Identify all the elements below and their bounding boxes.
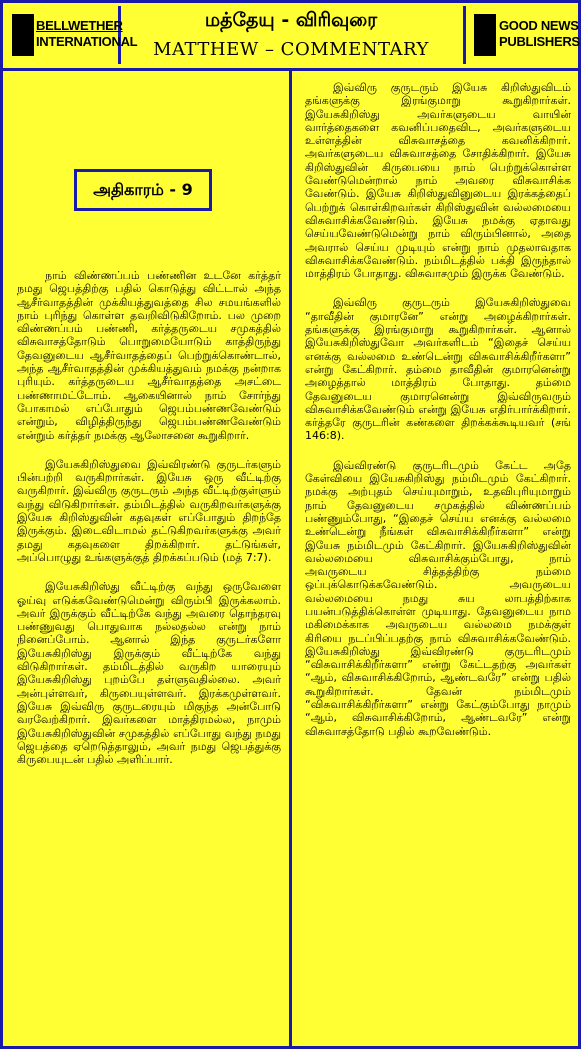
page-title-english: MATTHEW – COMMENTARY [153, 39, 429, 60]
header [3, 3, 578, 71]
bellwether-logo [6, 6, 138, 64]
paragraph: இவ்விரு குருடரும் இயேசு கிறிஸ்துவிடம் தங்களுக்கு இரங்குமாறு கூறுகிறார்கள். இயேசுகிறிஸ்து அவர்களுடைய வாயின் வார்த்தைகளை கவனிப்பதைவிட, அவர்களுடைய உள்ளத்தின் விசுவாசத்தை கவனிக்கிறார். அவர்களுடைய விசுவாசத்தை சோதிக்கிறார். இயேசு கிறிஸ்துவின் கிருபையை நாம் பெற்றுக்கொள்ள வேண்டுமென்றால் நாம் அவரை விசுவாசிக்க வேண்டும். இயேசு கிறிஸ்துவினுடைய இரக்கத்தைப் பெற்றுக் கொள்கிறவர்கள் கிறிஸ்துவின் வல்லமையை விசுவாசிக்கவேண்டும். இயேசு நமக்கு ஏதாவது செய்யவேண்டுமென்று நாம் விரும்பினால், அதை அவரால் செய்ய முடியும் என்று நாம் முதலாவதாக விசுவாசிக்கவேண்டும். நம்மிடத்தில் பக்தி இருந்தால் மாத்திரம் போதாது. விசுவாசமும் இருக்க வேண்டும். [305, 81, 571, 281]
paragraph: இவ்விரு குருடரும் இயேசுகிறிஸ்துவை “தாவீதின் குமாரனே” என்று அழைக்கிறார்கள். தங்களுக்கு இரங்குமாறு கூறுகிறார்கள். ஆனால் இயேசுகிறிஸ்துவோ அவர்களிடம் “இதைச் செய்ய எனக்கு வல்லமை உண்டென்று விசுவாசிக்கிறீர்களா” என்று கேட்கிறார். தம்மை தாவீதின் குமாரனென்று அழைத்தால் மாத்திரம் போதாது. தம்மை தேவனுடைய குமாரனென்று இவ்விருவரும் விசுவாசிக்கவேண்டும் என்று இயேசு எதிர்பார்க்கிறார். கர்த்தரே குருடரின் கண்களை திறக்கக்கூடியவர் (சங் 146:8). [305, 296, 571, 443]
right-column [305, 81, 571, 754]
person-silhouette-icon [474, 14, 496, 56]
paragraph: இயேசுகிறிஸ்துவை இவ்விரண்டு குருடர்களும் பின்பற்றி வருகிறார்கள். இயேசு ஒரு வீட்டிற்கு வருகிறார். இவ்விரு குருடரும் அந்த வீட்டிற்குள்ளும் வந்து விடுகிறார்கள். தம்மிடத்தில் வருகிறவர்களுக்கு இயேசு கிறிஸ்துவின் கதவுகள் எப்போதும் திறந்தே இருக்கும். இடைவிடாமல் தட்டுகிறவர்களுக்கு அவர் தமது கதவுகளை திறக்கிறார். தட்டுங்கள், அப்பொழுது உங்களுக்குத் திறக்கப்படும் (மத் 7:7). [17, 457, 281, 564]
page-title-tamil: மத்தேயு - விரிவுரை [204, 9, 378, 31]
column-divider [289, 68, 292, 1049]
left-column [17, 269, 281, 782]
good-news-logo-line1: GOOD NEWS [499, 18, 579, 33]
chapter-heading-box [74, 169, 212, 211]
paragraph: இயேசுகிறிஸ்து வீட்டிற்கு வந்து ஒருவேளை ஓய்வு எடுக்கவேண்டுமென்று விரும்பி இருக்கலாம். அவர் இருக்கும் வீட்டிற்கே வந்து அவரை தொந்தரவு பண்ணுவது பொதுவாக நல்லதல்ல என்று நாம் நினைப்போம். ஆனால் இந்த குருடர்களோ இயேசுகிறிஸ்து இருக்கும் வீட்டிற்கே வந்து விடுகிறார்கள். தம்மிடத்தில் வருகிற யாரையும் இயேசுகிறிஸ்து புறம்பே தள்ளுவதில்லை. அவர் அன்புள்ளவர், கிருபையுள்ளவர். இரக்கமுள்ளவர். இயேசு இவ்விரு குருடரையும் மிகுந்த அன்போடு வரவேற்கிறார். இவர்களை மாத்திரமல்ல, நாமும் இயேசுகிறிஸ்துவின் சமுகத்தில் எப்போது வந்து நமது ஜெபத்தை ஏறெடுத்தாலும், அவர் நமது ஜெபத்துக்கு கிருபையுடன் பதில் அளிப்பார். [17, 580, 281, 767]
paragraph: இவ்விரண்டு குருடரிடமும் கேட்ட அதே கேள்வியை இயேசுகிறிஸ்து நம்மிடமும் கேட்கிறார். நமக்கு அற்புதம் செய்யுமாறும், உதவிபுரியுமாறும் நாம் தேவனுடைய சமுகத்தில் விண்ணப்பம் பண்ணும்போது, “இதைச் செய்ய எனக்கு வல்லமை உண்டென்று நீங்கள் விசுவாசிக்கிறீர்களா” என்று இயேசு நம்மிடமும் கேட்கிறார். இயேசுகிறிஸ்துவின் வல்லமையை விசுவாசிக்கும்போது, நாம் அவருடைய சித்தத்திற்கு நம்மை ஒப்புக்கொடுக்கவேண்டும். அவருடைய வல்லமையை நமது சுய லாபத்திற்காக பயன்படுத்திக்கொள்ள முடியாது. தேவனுடைய நாம மகிமைக்காக அவருடைய வல்லமை நமக்குள் கிரியை நடப்பிப்பதற்கு நாம் விசுவாசிக்கவேண்டும். இயேசுகிறிஸ்து இவ்விரண்டு குருடரிடமும் “விசுவாசிக்கிறீர்களா” என்று கேட்டதற்கு அவர்கள் “ஆம், விசுவாசிக்கிறோம், ஆண்டவரே” என்று பதில் கூறுகிறார்கள். தேவன் நம்மிடமும் “விசுவாசிக்கிறீர்களா” என்று கேட்கும்போது நாமும் “ஆம், விசுவாசிக்கிறோம், ஆண்டவரே” என்று விசுவாசத்தோடு பதில் கூறவேண்டும். [305, 458, 571, 738]
bellwether-logo-line2: INTERNATIONAL [36, 34, 138, 49]
chapter-heading: அதிகாரம் - 9 [93, 179, 193, 199]
bellwether-logo-line1: BELLWETHER [36, 18, 123, 33]
good-news-logo [463, 6, 578, 64]
paragraph: நாம் விண்ணப்பம் பண்ணின உடனே கர்த்தர் நமது ஜெபத்திற்கு பதில் கொடுத்து விட்டால் அந்த ஆசீர்வாதத்தின் முக்கியத்துவத்தை சில சமயங்களில் நாம் புரிந்து கொள்ள தவறிவிடுகிறோம். பல முறை விண்ணப்பம் பண்ணி, கர்த்தருடைய சமுகத்தில் விசுவாசத்தோடும் பொறுமையோடும் காத்திருந்து தேவனுடைய ஆசீர்வாதத்தைப் பெற்றுக்கொண்டால், அந்த ஆசீர்வாதத்தின் முக்கியத்துவம் நமக்கு நன்றாக புரியும். கர்த்தருடைய ஆசீர்வாதத்தை அசட்டை பண்ணாமட்டோம். ஆகையினால் நாம் சோர்ந்து போகாமல் எப்போதும் ஜெபம்பண்ணவேண்டும் என்றும், விழித்திருந்து ஜெபம்பண்ணவேண்டும் என்றும் கர்த்தர் நமக்கு ஆலோசனை கூறுகிறார். [17, 269, 281, 442]
good-news-logo-text [499, 18, 580, 50]
person-silhouette-icon [12, 14, 34, 56]
good-news-logo-line2: PUBLISHERS [499, 34, 580, 49]
